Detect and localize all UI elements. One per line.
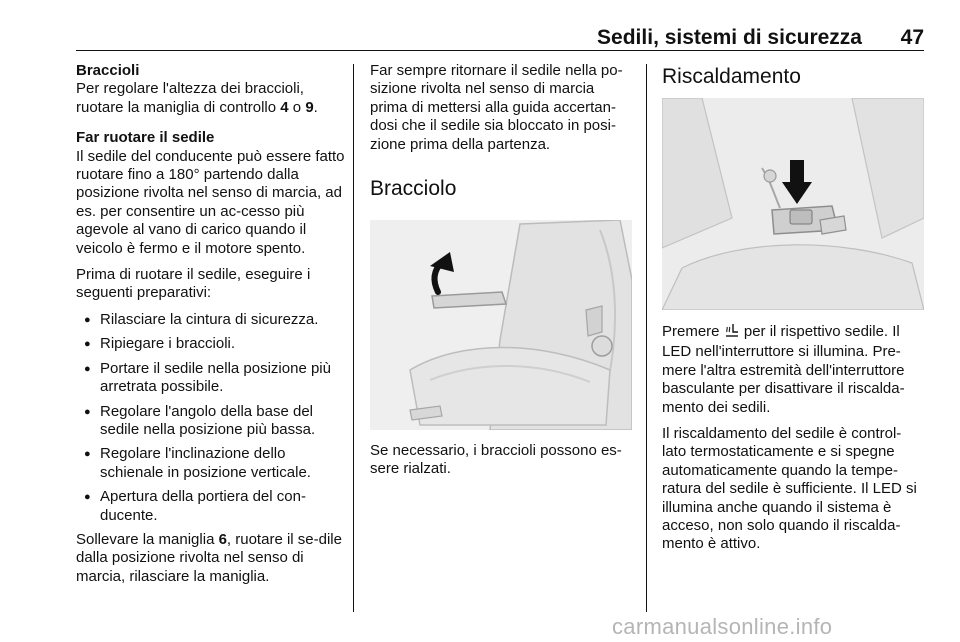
press-text	[662, 322, 924, 417]
armrests-title: Braccioli	[76, 62, 140, 79]
list-item: ● Rilasciare la cintura di sicurezza.	[76, 311, 351, 329]
rotate-section	[76, 129, 351, 258]
armrest-caption: Se necessario, i braccioli possono es‐sere rialzati.	[370, 442, 622, 478]
seat-heat-icon	[724, 322, 740, 343]
page-number: 47	[900, 26, 924, 49]
seat-heating-drawing	[662, 98, 924, 310]
rotate-title: Far ruotare il sedile	[76, 129, 215, 147]
lift-text	[76, 531, 351, 586]
armrests-text-c: .	[313, 98, 318, 116]
list-item: ● Regolare l'inclinazione dello schienale in posizione verticale.	[76, 445, 351, 482]
column-right	[662, 62, 924, 562]
control-number-4: 4	[280, 98, 289, 116]
list-item: ● Ripiegare i braccioli.	[76, 335, 351, 353]
watermark: carmanualsonline.info	[612, 614, 833, 639]
page-header	[76, 24, 924, 50]
list-item: ● Apertura della portiera del con‐ducente.	[76, 488, 351, 525]
control-number-9: 9	[305, 98, 314, 116]
column-middle	[370, 62, 632, 487]
seat-heating-illustration	[662, 98, 924, 310]
press-text-a: Premere	[662, 323, 724, 340]
armrest-heading: Bracciolo	[370, 177, 457, 201]
armrest-seat-drawing	[370, 220, 632, 430]
list-item: ● Regolare l'angolo della base del sedile nella posizione più bassa.	[76, 403, 351, 440]
heating-heading: Riscaldamento	[662, 65, 801, 88]
lift-text-b: , ruotare il se‐dile dalla posizione rivolta nel senso di marcia, rilasciare la maniglia.	[76, 530, 342, 585]
return-text: Far sempre ritornare il sedile nella po‐sizione rivolta nel senso di marcia prima di mettersi alla guida accertan‐dosi che il sedile sia bloccato in posi‐zione prima della partenza.	[370, 62, 623, 153]
section-title: Sedili, sistemi di sicurezza	[597, 26, 862, 49]
prep-text: Prima di ruotare il sedile, eseguire i seguenti preparativi:	[76, 266, 311, 302]
press-text-b: per il rispettivo sedile. Il LED nell'interruttore si illumina. Pre‐mere l'altra estremità dell'interruttore basculante per disattivare il riscalda‐mento dei sedili.	[662, 323, 905, 416]
thermo-text: Il riscaldamento del sedile è control‐lato termostaticamente e si spegne automaticamente quando la tempe‐ratura del sedile è sufficiente. Il LED si illumina anche quando il sistema è acceso, non solo quando il riscalda‐mento è attivo.	[662, 425, 917, 553]
rotate-text: Il sedile del conducente può essere fatto ruotare fino a 180° partendo dalla posizione rivolta nel senso di marcia, ad es. per consentire un ac‐cesso più agevole al vano di carico quando il veicolo è fermo e il motore spento.	[76, 147, 345, 257]
column-left	[76, 62, 351, 594]
column-divider-1	[353, 64, 354, 612]
armrests-text-b: o	[288, 98, 306, 116]
prep-list	[76, 311, 351, 525]
header-rule	[76, 50, 924, 51]
list-item: ● Portare il sedile nella posizione più arretrata possibile.	[76, 360, 351, 397]
armrests-section	[76, 62, 351, 117]
lift-text-a: Sollevare la maniglia	[76, 530, 219, 548]
armrests-text-a: Per regolare l'altezza dei braccioli, ruotare la maniglia di controllo	[76, 80, 304, 116]
control-number-6: 6	[218, 530, 227, 548]
column-divider-2	[646, 64, 647, 612]
armrest-illustration	[370, 220, 632, 430]
